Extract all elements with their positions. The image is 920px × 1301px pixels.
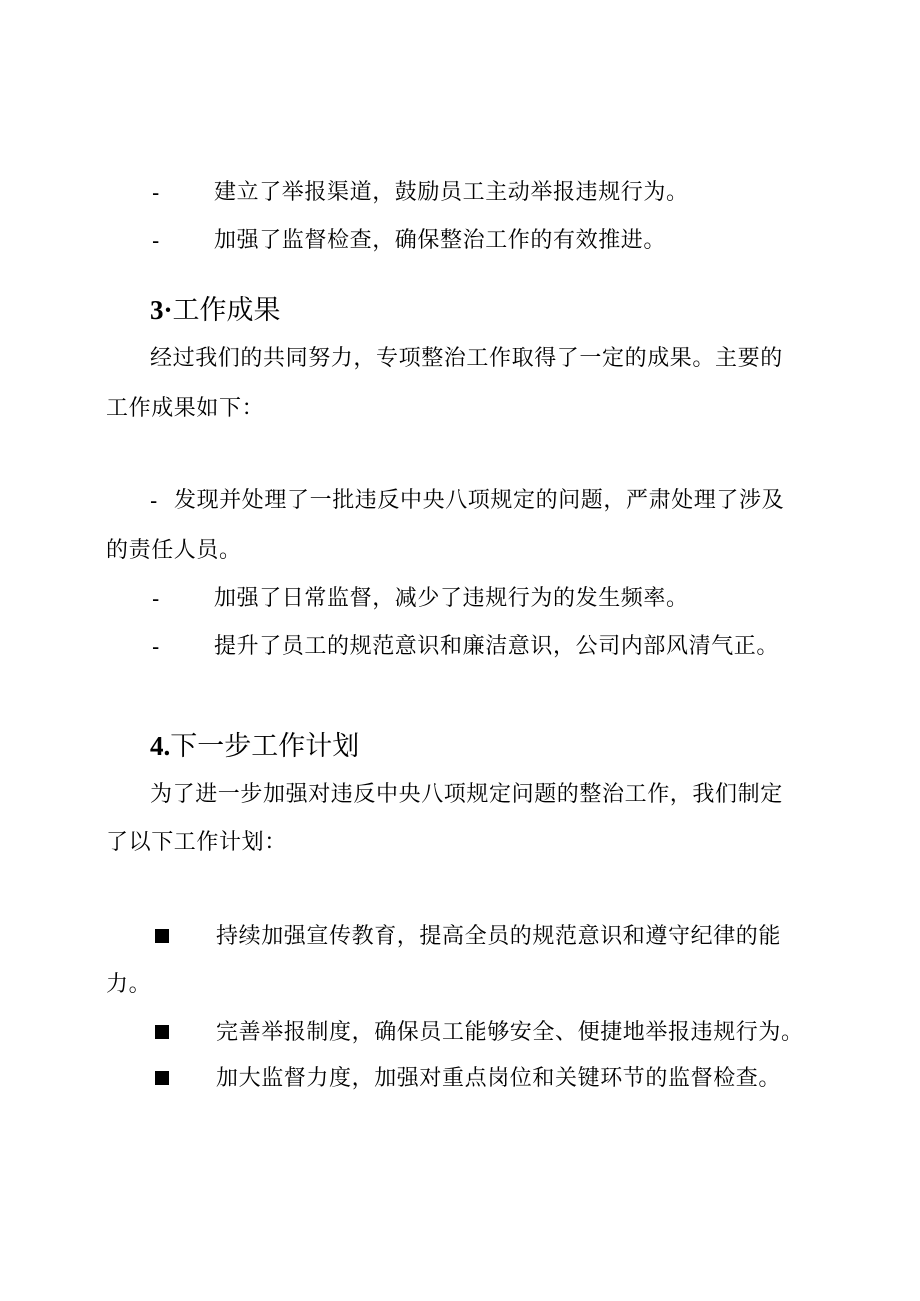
section-number: 3· bbox=[150, 295, 173, 325]
square-bullet-icon bbox=[155, 929, 169, 943]
paragraph-line: 为了进一步加强对违反中央八项规定问题的整治工作，我们制定 bbox=[150, 782, 783, 807]
list-marker-dash: - bbox=[152, 228, 160, 253]
list-item: 建立了举报渠道，鼓励员工主动举报违规行为。 bbox=[214, 180, 689, 205]
square-bullet-icon bbox=[155, 1025, 169, 1039]
paragraph-line: 工作成果如下： bbox=[106, 396, 265, 421]
list-item: 持续加强宣传教育，提高全员的规范意识和遵守纪律的能 bbox=[216, 924, 782, 949]
list-item: 加强了监督检查，确保整治工作的有效推进。 bbox=[214, 228, 667, 253]
list-marker-dash: - bbox=[152, 586, 160, 611]
list-item-continuation: 力。 bbox=[106, 972, 152, 997]
list-item-continuation: 的责任人员。 bbox=[106, 538, 242, 563]
list-item: 完善举报制度，确保员工能够安全、便捷地举报违规行为。 bbox=[216, 1020, 804, 1045]
list-marker-dash: - bbox=[152, 634, 160, 659]
list-item: 发现并处理了一批违反中央八项规定的问题，严肃处理了涉及 bbox=[174, 488, 785, 513]
list-marker-dash: - bbox=[152, 180, 160, 205]
list-item: 提升了员工的规范意识和廉洁意识，公司内部风清气正。 bbox=[214, 634, 780, 659]
section-number: 4. bbox=[150, 731, 171, 761]
section-heading-3 bbox=[150, 292, 281, 329]
section-title: 工作成果 bbox=[172, 295, 281, 326]
paragraph-line: 了以下工作计划： bbox=[106, 830, 287, 855]
list-item: 加大监督力度，加强对重点岗位和关键环节的监督检查。 bbox=[216, 1066, 782, 1091]
list-marker-dash: - bbox=[150, 488, 158, 513]
square-bullet-icon bbox=[155, 1071, 169, 1085]
list-item: 加强了日常监督，减少了违规行为的发生频率。 bbox=[214, 586, 689, 611]
section-title: 下一步工作计划 bbox=[170, 731, 360, 762]
paragraph-line: 经过我们的共同努力，专项整治工作取得了一定的成果。主要的 bbox=[150, 346, 783, 371]
section-heading-4 bbox=[150, 728, 359, 765]
